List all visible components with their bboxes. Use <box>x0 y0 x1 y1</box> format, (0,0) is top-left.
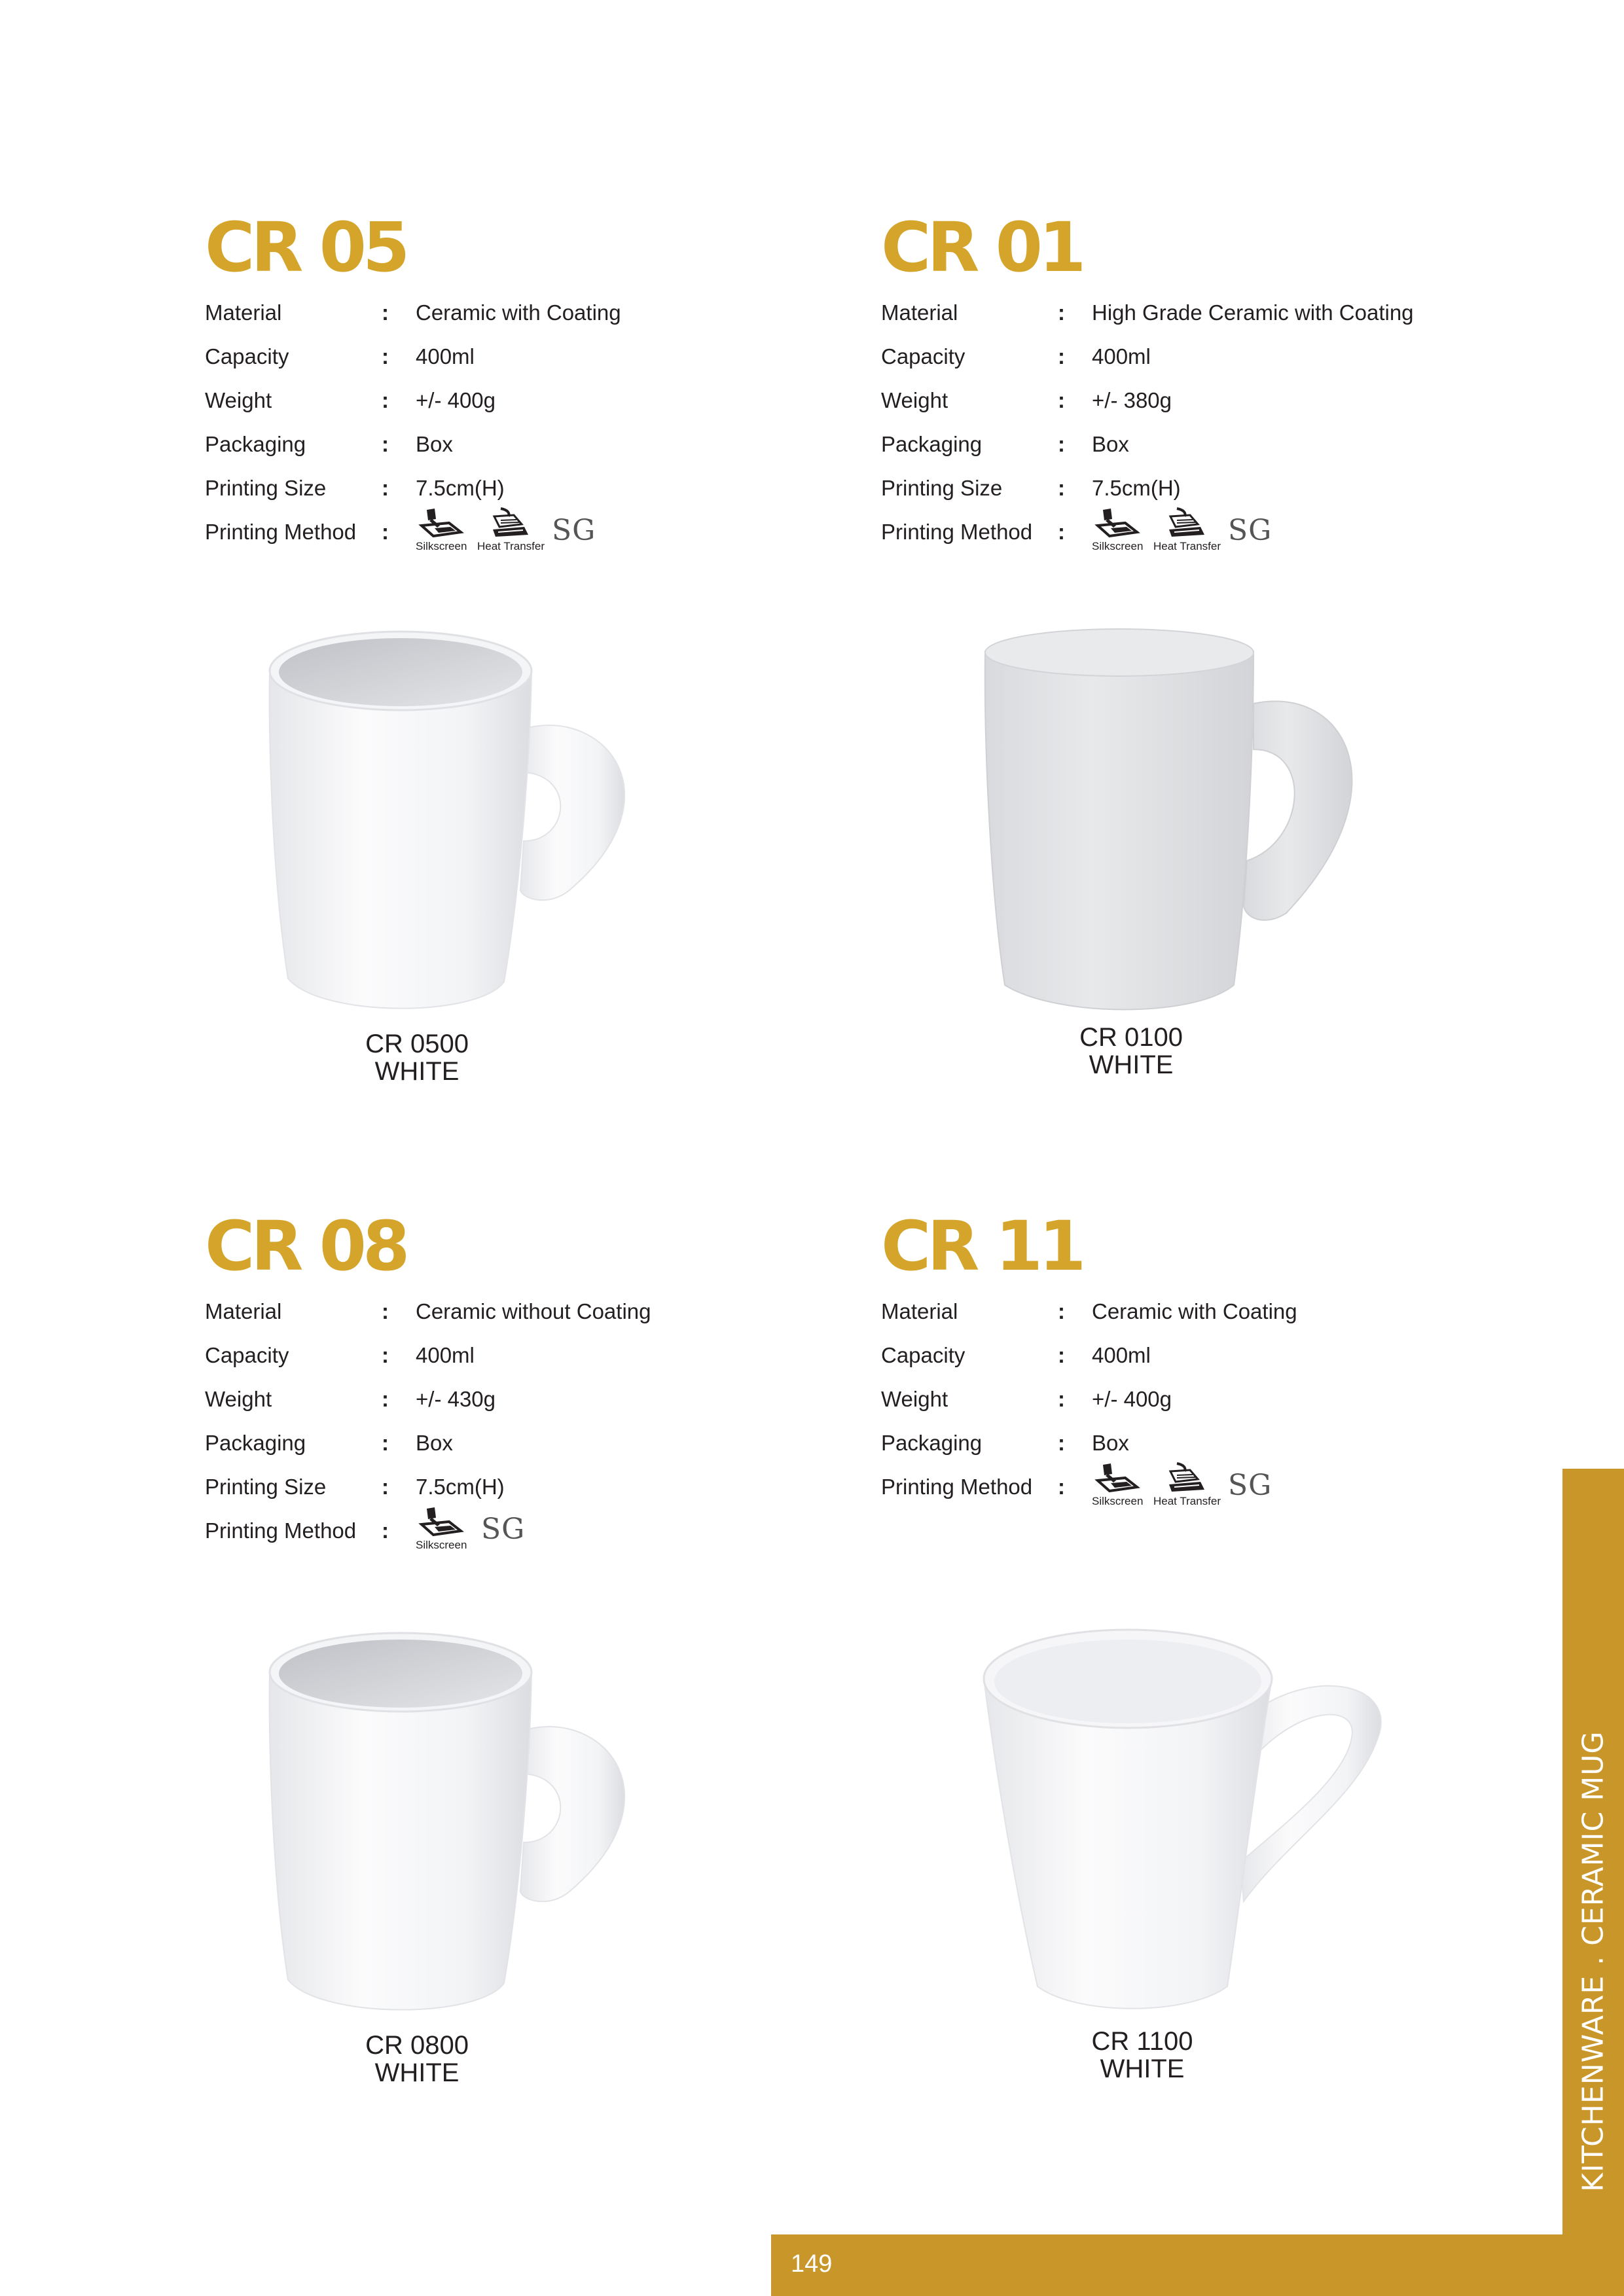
spec-colon: : <box>1058 388 1065 412</box>
spec-colon: : <box>1058 520 1065 544</box>
method-silkscreen <box>416 506 467 553</box>
spec-value: 400ml <box>416 1343 475 1367</box>
method-silkscreen <box>416 1505 467 1552</box>
spec-colon: : <box>382 1431 389 1455</box>
spec-weight <box>881 1377 1536 1421</box>
spec-colon: : <box>1058 432 1065 456</box>
spec-label: Packaging <box>205 432 306 456</box>
spec-printing-size <box>881 466 1536 510</box>
silkscreen-icon <box>418 1505 465 1537</box>
spec-capacity <box>205 334 859 378</box>
heat-transfer-icon <box>1164 506 1211 539</box>
method-heat-transfer <box>1153 506 1221 553</box>
product-cr08 <box>205 1206 859 1552</box>
color-label: WHITE <box>374 1057 460 1086</box>
spec-colon: : <box>1058 1387 1065 1411</box>
spec-value: High Grade Ceramic with Coating <box>1092 300 1414 325</box>
spec-value: Ceramic with Coating <box>416 300 621 325</box>
spec-label: Weight <box>205 388 272 412</box>
spec-label: Weight <box>881 388 948 412</box>
spec-label: Weight <box>881 1387 948 1411</box>
method-silkscreen <box>1092 1461 1143 1508</box>
product-caption <box>286 2032 548 2087</box>
method-label: Silkscreen <box>1092 1495 1144 1507</box>
mug-image-cr0500 <box>262 625 668 1018</box>
silkscreen-icon <box>418 506 465 539</box>
sg-mark: SG <box>552 514 596 547</box>
spec-colon: : <box>382 1299 389 1323</box>
category-sidebar <box>1562 1469 1624 2234</box>
heat-transfer-icon <box>1164 1461 1211 1494</box>
spec-value: Ceramic with Coating <box>1092 1299 1297 1323</box>
spec-value: Box <box>416 1431 453 1455</box>
spec-label: Packaging <box>205 1431 306 1455</box>
spec-colon: : <box>382 1343 389 1367</box>
silkscreen-icon <box>1094 506 1141 539</box>
product-cr01 <box>881 207 1536 554</box>
spec-colon: : <box>1058 1343 1065 1367</box>
spec-capacity <box>881 334 1536 378</box>
color-label: WHITE <box>1089 1050 1174 1079</box>
spec-colon: : <box>382 432 389 456</box>
spec-value: +/- 430g <box>416 1387 496 1411</box>
mug-image-cr0100 <box>979 625 1384 1018</box>
method-label: Silkscreen <box>416 540 467 552</box>
spec-colon: : <box>382 476 389 500</box>
product-cr05 <box>205 207 859 554</box>
spec-label: Weight <box>205 1387 272 1411</box>
mug-image-cr1100 <box>979 1626 1411 2019</box>
sku-label: CR 0100 <box>1079 1023 1183 1052</box>
method-silkscreen <box>1092 506 1143 553</box>
spec-label: Packaging <box>881 432 983 456</box>
spec-packaging <box>881 1421 1536 1465</box>
spec-label: Printing Method <box>881 1475 1033 1499</box>
spec-colon: : <box>382 1475 389 1499</box>
spec-capacity <box>881 1333 1536 1377</box>
sg-mark: SG <box>481 1513 526 1546</box>
spec-colon: : <box>382 344 389 368</box>
spec-label: Packaging <box>881 1431 983 1455</box>
product-code: CR 11 <box>881 1206 1083 1286</box>
spec-printing-size <box>205 1465 859 1509</box>
sku-label: CR 0800 <box>365 2031 469 2060</box>
method-label: Silkscreen <box>1092 540 1144 552</box>
sku-label: CR 0500 <box>365 1030 469 1058</box>
spec-value: +/- 400g <box>1092 1387 1172 1411</box>
spec-value: 400ml <box>1092 1343 1151 1367</box>
spec-packaging <box>205 1421 859 1465</box>
silkscreen-icon <box>1094 1461 1141 1494</box>
spec-material <box>205 1289 859 1333</box>
spec-label: Printing Size <box>881 476 1003 500</box>
category-label: KITCHENWARE . CERAMIC MUG <box>1576 1731 1610 2192</box>
method-label: Heat Transfer <box>1153 1495 1221 1507</box>
spec-label: Printing Method <box>205 1518 357 1543</box>
spec-colon: : <box>1058 1475 1065 1499</box>
method-heat-transfer <box>1153 1461 1221 1508</box>
spec-label: Printing Size <box>205 476 327 500</box>
spec-label: Capacity <box>881 1343 965 1367</box>
spec-weight <box>205 378 859 422</box>
spec-label: Capacity <box>881 344 965 368</box>
method-label: Silkscreen <box>416 1539 467 1551</box>
method-heat-transfer <box>477 506 545 553</box>
spec-value: 7.5cm(H) <box>416 476 505 500</box>
heat-transfer-icon <box>488 506 535 539</box>
spec-value: 7.5cm(H) <box>1092 476 1181 500</box>
spec-colon: : <box>382 520 389 544</box>
spec-value: Box <box>1092 432 1129 456</box>
spec-colon: : <box>382 1387 389 1411</box>
product-code: CR 01 <box>881 207 1083 287</box>
method-label: Heat Transfer <box>1153 540 1221 552</box>
spec-weight <box>205 1377 859 1421</box>
spec-value: Box <box>416 432 453 456</box>
spec-colon: : <box>382 1518 389 1543</box>
spec-value: +/- 400g <box>416 388 496 412</box>
product-caption <box>1000 1024 1262 1079</box>
spec-material <box>881 291 1536 334</box>
spec-printing-method <box>881 510 1536 554</box>
spec-printing-method <box>205 1509 859 1552</box>
footer-band <box>771 2234 1624 2296</box>
product-code: CR 05 <box>205 207 406 287</box>
spec-colon: : <box>1058 300 1065 325</box>
spec-printing-method <box>881 1465 1536 1509</box>
spec-colon: : <box>382 300 389 325</box>
spec-label: Printing Method <box>205 520 357 544</box>
spec-value: 7.5cm(H) <box>416 1475 505 1499</box>
spec-colon: : <box>1058 1299 1065 1323</box>
mug-image-cr0800 <box>262 1626 668 2019</box>
spec-label: Capacity <box>205 344 289 368</box>
spec-label: Material <box>881 300 958 325</box>
spec-colon: : <box>1058 344 1065 368</box>
spec-printing-size <box>205 466 859 510</box>
spec-printing-method <box>205 510 859 554</box>
spec-label: Printing Size <box>205 1475 327 1499</box>
spec-value: Ceramic without Coating <box>416 1299 651 1323</box>
spec-label: Printing Method <box>881 520 1033 544</box>
spec-colon: : <box>1058 1431 1065 1455</box>
spec-value: 400ml <box>1092 344 1151 368</box>
spec-value: 400ml <box>416 344 475 368</box>
spec-weight <box>881 378 1536 422</box>
color-label: WHITE <box>374 2058 460 2087</box>
page-number: 149 <box>791 2250 833 2278</box>
spec-value: +/- 380g <box>1092 388 1172 412</box>
spec-label: Material <box>881 1299 958 1323</box>
spec-capacity <box>205 1333 859 1377</box>
product-code: CR 08 <box>205 1206 406 1286</box>
sg-mark: SG <box>1228 1469 1272 1502</box>
sku-label: CR 1100 <box>1091 2027 1193 2056</box>
spec-label: Capacity <box>205 1343 289 1367</box>
spec-value: Box <box>1092 1431 1129 1455</box>
method-label: Heat Transfer <box>477 540 545 552</box>
color-label: WHITE <box>1100 2054 1185 2083</box>
spec-label: Material <box>205 300 282 325</box>
product-caption <box>286 1030 548 1085</box>
spec-material <box>881 1289 1536 1333</box>
spec-material <box>205 291 859 334</box>
spec-label: Material <box>205 1299 282 1323</box>
spec-packaging <box>881 422 1536 466</box>
spec-colon: : <box>1058 476 1065 500</box>
spec-colon: : <box>382 388 389 412</box>
product-caption <box>1011 2028 1273 2083</box>
product-cr11 <box>881 1206 1536 1509</box>
sg-mark: SG <box>1228 514 1272 547</box>
spec-packaging <box>205 422 859 466</box>
